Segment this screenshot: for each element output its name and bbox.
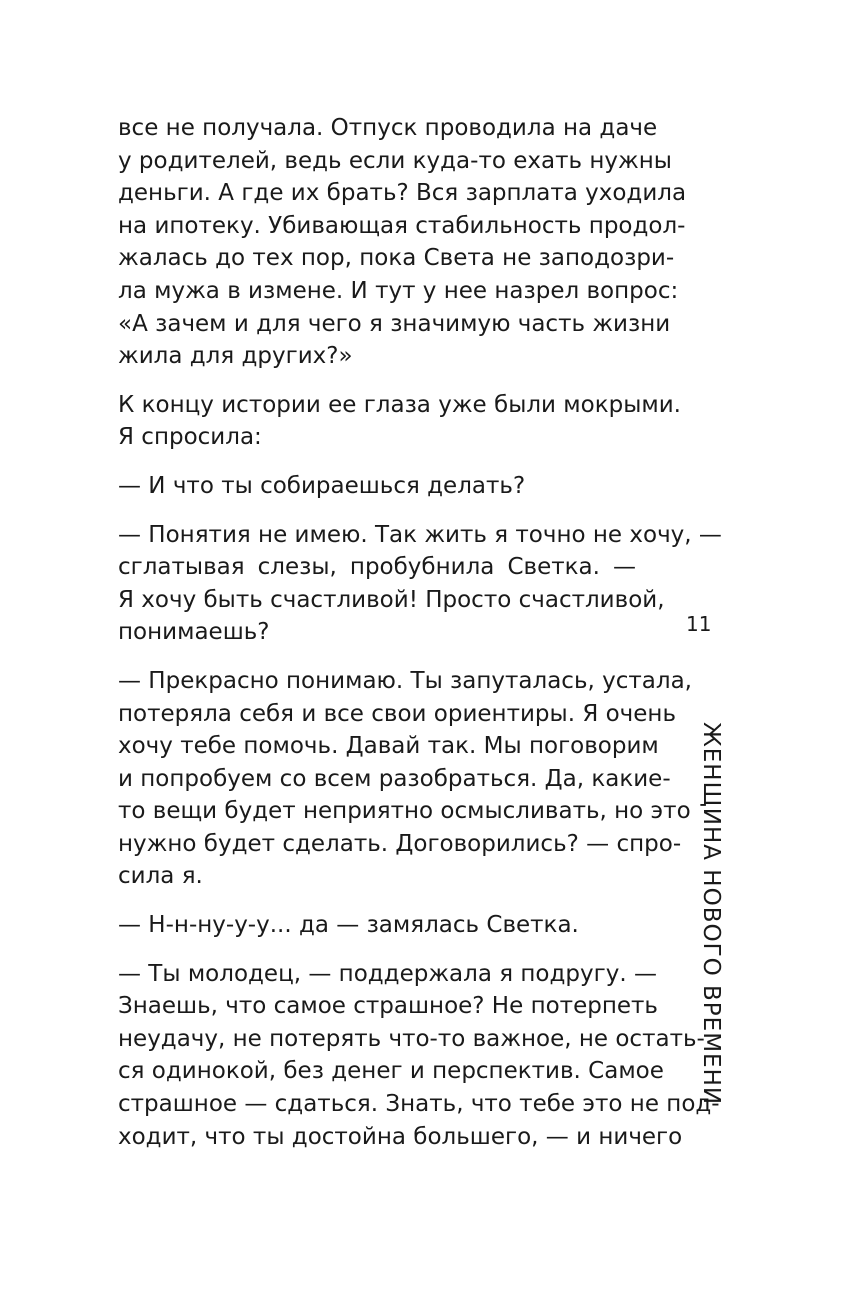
text-line: на ипотеку. Убивающая стабильность продол- [118, 212, 686, 239]
text-line: все не получала. Отпуск проводила на даче [118, 115, 658, 141]
text-line: нужно будет сделать. Договорились? — спро- [118, 830, 682, 857]
paragraph [118, 958, 720, 1154]
text-line: Знаешь, что самое страшное? Не потерпеть [118, 993, 658, 1020]
text-line: у родителей, ведь если куда-то ехать нужны [118, 147, 672, 174]
text-line: жалась до тех пор, пока Света не заподозри- [118, 245, 675, 272]
text-line: ся одинокой, без денег и перспектив. Самое [118, 1058, 664, 1085]
text-line: понимаешь? [118, 619, 270, 646]
text-line: ла мужа в измене. И тут у нее назрел вопрос: [118, 277, 679, 304]
text-line: хочу тебе помочь. Давай так. Мы поговорим [118, 733, 659, 760]
text-line: и попробуем со всем разобраться. Да, какие- [118, 765, 671, 792]
text-line: неудачу, не потерять что-то важное, не остать- [118, 1025, 705, 1052]
text-line: — Прекрасно понимаю. Ты запуталась, устала, [118, 667, 692, 694]
text-line: потеряла себя и все свои ориентиры. Я очень [118, 700, 677, 727]
paragraph [118, 909, 636, 942]
text-line: Я спросила: [118, 424, 262, 451]
paragraph [118, 470, 636, 503]
text-line: жила для других?» [118, 343, 353, 370]
text-line: сила я. [118, 863, 203, 890]
text-line: К концу истории ее глаза уже были мокрыми. [118, 391, 681, 418]
text-line: — Н-н-ну-у-у... да — замялась Светка. [118, 912, 579, 939]
paragraph [118, 112, 687, 373]
page-number: 11 [686, 612, 712, 636]
text-line: сглатывая слезы, пробубнила Светка. — [118, 554, 636, 581]
text-line: страшное — сдаться. Знать, что тебе это не под- [118, 1091, 720, 1118]
text-line: деньги. А где их брать? Вся зарплата уходила [118, 180, 687, 207]
paragraph [118, 389, 681, 454]
text-line: — Ты молодец, — поддержала я подругу. — [118, 960, 657, 987]
text-line: Я хочу быть счастливой! Просто счастливой, [118, 586, 665, 613]
text-line: то вещи будет неприятно осмысливать, но это [118, 798, 691, 825]
text-line: «А зачем и для чего я значимую часть жизни [118, 310, 671, 337]
text-line: ходит, что ты достойна большего, — и ничего [118, 1123, 683, 1150]
paragraph [118, 665, 692, 893]
text-line: — И что ты собираешься делать? [118, 472, 526, 499]
text-line: — Понятия не имею. Так жить я точно не хочу, — [118, 521, 722, 548]
running-title: ЖЕНЩИНА НОВОГО ВРЕМЕНИ [698, 722, 724, 1106]
